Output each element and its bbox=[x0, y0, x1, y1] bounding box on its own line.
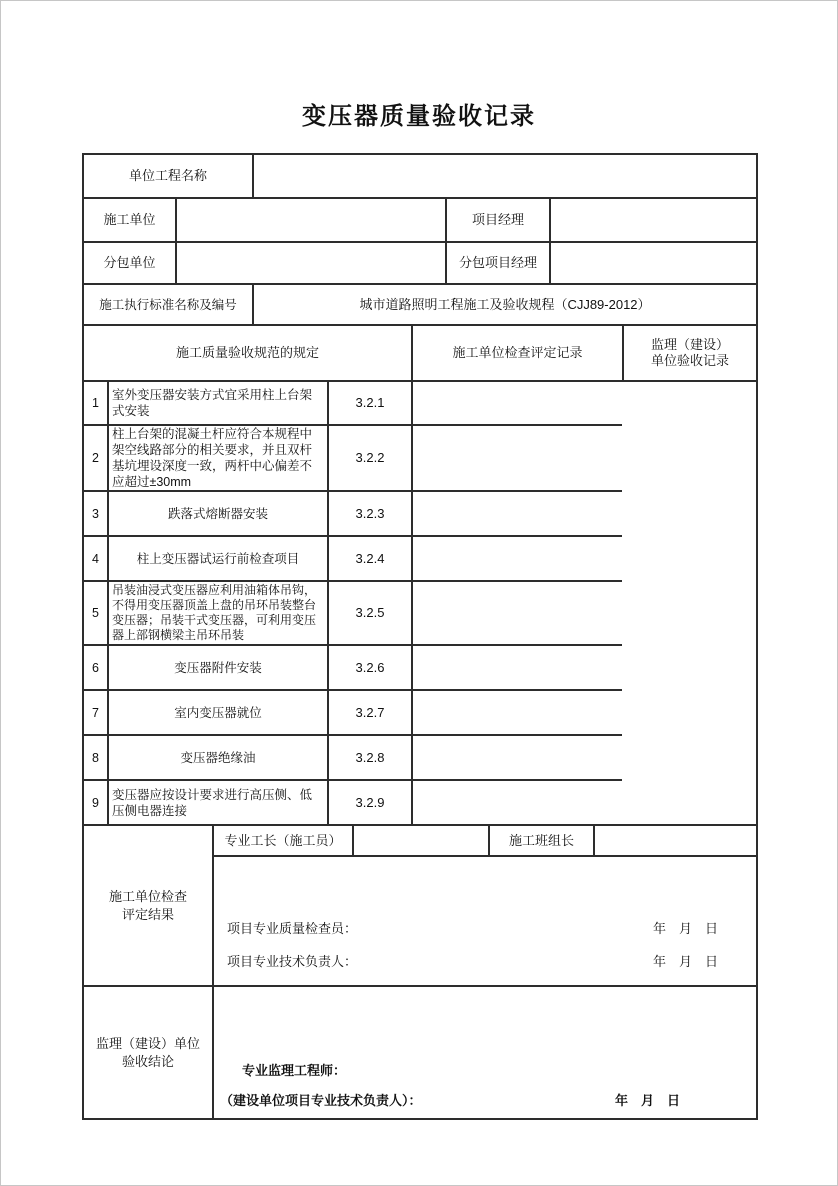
check-result-label-line2: 评定结果 bbox=[121, 906, 174, 922]
item-row bbox=[84, 781, 622, 826]
check-result-section-label bbox=[84, 826, 214, 987]
item-number: 8 bbox=[84, 736, 109, 781]
owner-tech-sign-line bbox=[214, 1084, 756, 1114]
item-row bbox=[84, 691, 622, 736]
item-number: 9 bbox=[84, 781, 109, 826]
item-description: 变压器绝缘油 bbox=[109, 736, 329, 781]
item-number: 5 bbox=[84, 582, 109, 646]
supervision-conclusion-label-line1: 监理（建设）单位 bbox=[95, 1035, 200, 1051]
supervision-date: 年 月 日 bbox=[614, 1092, 680, 1108]
item-code: 3.2.1 bbox=[329, 382, 413, 426]
supervision-conclusion-label-line2: 验收结论 bbox=[121, 1053, 174, 1069]
subcontract-unit-row bbox=[84, 243, 756, 285]
item-number: 6 bbox=[84, 646, 109, 691]
tech-director-date: 年 月 日 bbox=[652, 954, 718, 969]
check-record-column-header: 施工单位检查评定记录 bbox=[413, 326, 624, 382]
execution-standard-label: 施工执行标准名称及编号 bbox=[84, 285, 254, 326]
check-result-section-body bbox=[214, 826, 756, 987]
unit-project-name-value[interactable] bbox=[254, 155, 756, 199]
item-check-record-cell[interactable] bbox=[413, 426, 622, 492]
item-code: 3.2.6 bbox=[329, 646, 413, 691]
subcontract-manager-label: 分包项目经理 bbox=[447, 243, 551, 285]
unit-project-row bbox=[84, 155, 756, 199]
item-row bbox=[84, 646, 622, 691]
item-description: 柱上变压器试运行前检查项目 bbox=[109, 537, 329, 582]
construction-unit-label: 施工单位 bbox=[84, 199, 177, 243]
supervision-column-header bbox=[624, 326, 756, 382]
owner-tech-label: （建设单位项目专业技术负责人）： bbox=[220, 1092, 422, 1108]
item-check-record-cell[interactable] bbox=[413, 537, 622, 582]
items-list bbox=[84, 382, 622, 826]
item-number: 7 bbox=[84, 691, 109, 736]
page-title: 变压器质量验收记录 bbox=[302, 103, 536, 130]
item-code: 3.2.5 bbox=[329, 582, 413, 646]
quality-inspector-sign-line bbox=[214, 911, 756, 944]
item-description: 吊装油浸式变压器应利用油箱体吊钩，不得用变压器顶盖上盘的吊环吊装整台变压器；吊装干式变压器，可利用变压器上部钢横梁主吊环吊装 bbox=[109, 582, 329, 646]
spec-column-header: 施工质量验收规范的规定 bbox=[84, 326, 413, 382]
construction-unit-value[interactable] bbox=[177, 199, 447, 243]
project-manager-value[interactable] bbox=[551, 199, 756, 243]
check-result-label-line1: 施工单位检查 bbox=[108, 888, 187, 904]
item-check-record-cell[interactable] bbox=[413, 646, 622, 691]
foreman-value-cell[interactable] bbox=[354, 826, 490, 857]
supervision-conclusion-label bbox=[84, 987, 214, 1118]
item-check-record-cell[interactable] bbox=[413, 736, 622, 781]
subcontract-unit-label: 分包单位 bbox=[84, 243, 177, 285]
item-code: 3.2.4 bbox=[329, 537, 413, 582]
acceptance-form-table bbox=[82, 153, 758, 1120]
item-description: 变压器附件安装 bbox=[109, 646, 329, 691]
item-number: 2 bbox=[84, 426, 109, 492]
subcontract-manager-value[interactable] bbox=[551, 243, 756, 285]
supervision-conclusion-body bbox=[214, 987, 756, 1118]
item-description: 柱上台架的混凝土杆应符合本规程中架空线路部分的相关要求，并且双杆基坑埋设深度一致，两杆中心偏差不应超过±30mm bbox=[109, 426, 329, 492]
item-row bbox=[84, 736, 622, 781]
item-row bbox=[84, 382, 622, 426]
supervision-header-line1: 监理（建设） bbox=[650, 337, 729, 352]
item-description: 变压器应按设计要求进行高压侧、低压侧电器连接 bbox=[109, 781, 329, 826]
tech-director-label: 项目专业技术负责人： bbox=[227, 954, 358, 969]
supervision-conclusion-section bbox=[84, 987, 756, 1118]
team-leader-value-cell[interactable] bbox=[595, 826, 756, 857]
tech-director-sign-line bbox=[214, 944, 756, 977]
subcontract-unit-value[interactable] bbox=[177, 243, 447, 285]
item-check-record-cell[interactable] bbox=[413, 582, 622, 646]
item-code: 3.2.8 bbox=[329, 736, 413, 781]
foreman-label: 专业工长（施工员） bbox=[214, 826, 354, 857]
supervision-header-line2: 单位验收记录 bbox=[650, 353, 729, 368]
item-number: 1 bbox=[84, 382, 109, 426]
item-row bbox=[84, 426, 622, 492]
item-row bbox=[84, 582, 622, 646]
item-code: 3.2.3 bbox=[329, 492, 413, 537]
team-leader-label: 施工班组长 bbox=[490, 826, 595, 857]
execution-standard-value: 城市道路照明工程施工及验收规程（CJJ89-2012） bbox=[254, 285, 756, 326]
standard-row bbox=[84, 285, 756, 326]
item-code: 3.2.7 bbox=[329, 691, 413, 736]
item-check-record-cell[interactable] bbox=[413, 382, 622, 426]
item-row bbox=[84, 537, 622, 582]
supervision-record-cell[interactable] bbox=[622, 382, 756, 826]
item-check-record-cell[interactable] bbox=[413, 781, 622, 826]
quality-inspector-label: 项目专业质量检查员： bbox=[227, 921, 358, 936]
project-manager-label: 项目经理 bbox=[447, 199, 551, 243]
items-section bbox=[84, 382, 756, 826]
supervision-signature-area[interactable] bbox=[214, 987, 756, 1118]
quality-inspector-date: 年 月 日 bbox=[652, 921, 718, 936]
item-number: 3 bbox=[84, 492, 109, 537]
item-description: 跌落式熔断器安装 bbox=[109, 492, 329, 537]
construction-unit-row bbox=[84, 199, 756, 243]
supervisor-engineer-sign-line bbox=[214, 1054, 756, 1084]
item-description: 室内变压器就位 bbox=[109, 691, 329, 736]
item-number: 4 bbox=[84, 537, 109, 582]
supervisor-engineer-label: 专业监理工程师： bbox=[242, 1062, 347, 1078]
item-code: 3.2.2 bbox=[329, 426, 413, 492]
foreman-row bbox=[214, 826, 756, 857]
check-signature-area[interactable] bbox=[214, 857, 756, 985]
item-description: 室外变压器安装方式宜采用柱上台架式安装 bbox=[109, 382, 329, 426]
table-header-row bbox=[84, 326, 756, 382]
item-code: 3.2.9 bbox=[329, 781, 413, 826]
unit-project-name-label: 单位工程名称 bbox=[84, 155, 254, 199]
item-check-record-cell[interactable] bbox=[413, 691, 622, 736]
check-result-section bbox=[84, 826, 756, 987]
item-row bbox=[84, 492, 622, 537]
item-check-record-cell[interactable] bbox=[413, 492, 622, 537]
